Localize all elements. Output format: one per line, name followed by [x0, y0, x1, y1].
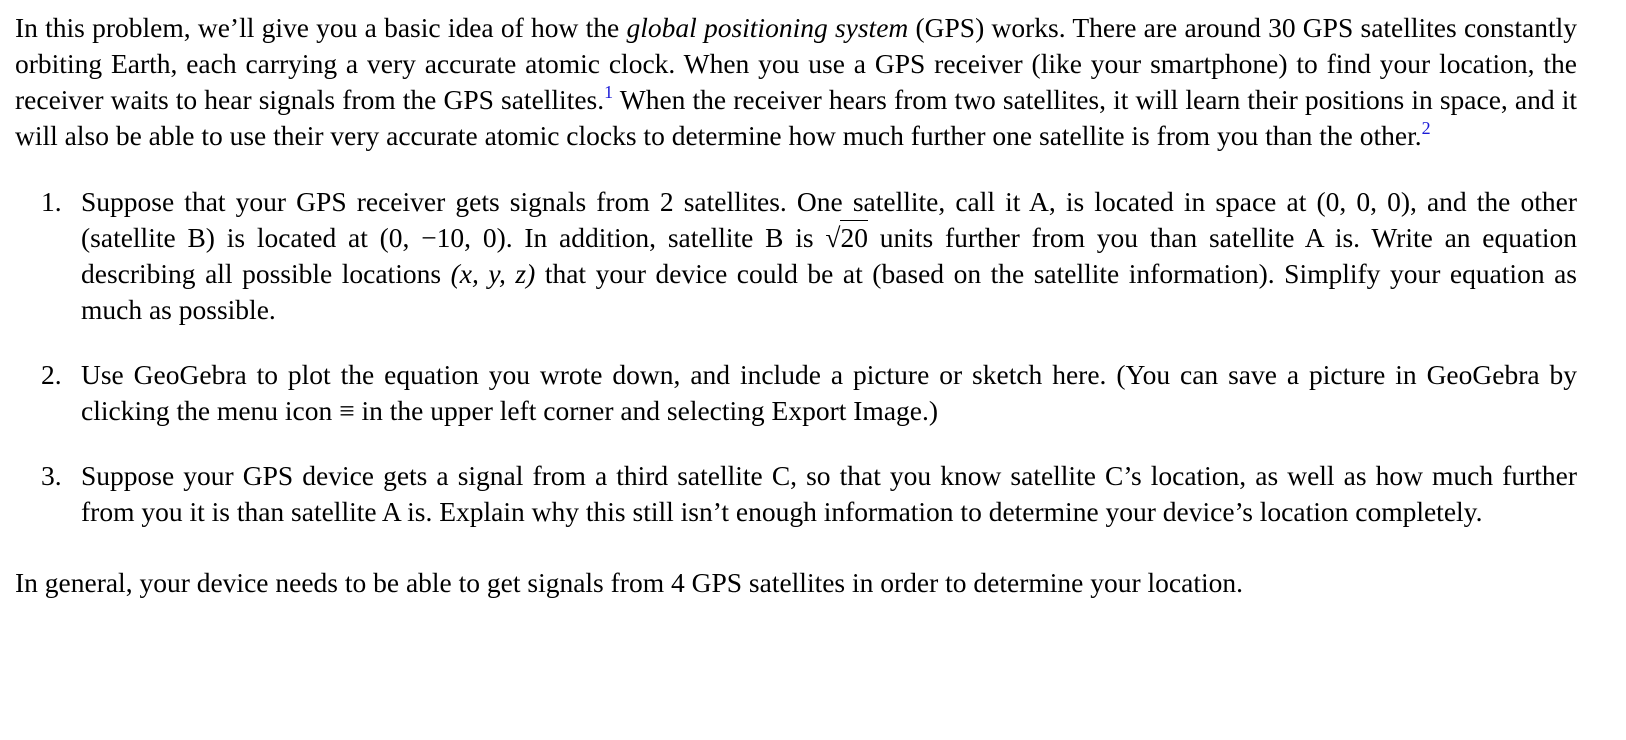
intro-term-gps: global positioning system — [626, 12, 909, 43]
sqrt-radicand: 20 — [840, 222, 868, 253]
problem-list — [15, 184, 1577, 530]
problem-number-1: 1. — [41, 186, 62, 217]
problem-1-text-part-2: units further from you than satellite A is. Write an equation describing all possible locations — [81, 222, 1578, 289]
problem-item-2 — [15, 357, 1577, 429]
footnote-marker-1[interactable]: 1 — [604, 82, 614, 103]
problem-1-text-part-3: that your device could be at (based on the satellite information). Simplify your equation as much as possible. — [81, 258, 1578, 325]
intro-paragraph — [15, 10, 1577, 154]
closing-paragraph: In general, your device needs to be able to get signals from 4 GPS satellites in order to determine your location. — [15, 567, 1243, 598]
problem-1-text-part-1: Suppose that your GPS receiver gets signals from 2 satellites. One satellite, call it A, is located in space at (0, 0, 0), and the other (satellite B) is located at (0, −10, 0). In addition, satellite B is — [81, 186, 1577, 253]
intro-text-3: When the receiver hears from two satellites, it will learn their positions in space, and it will also be able to use their very accurate atomic clocks to determine how much further one satellite is from you than the other. — [15, 84, 1577, 151]
problem-3-text: Suppose your GPS device gets a signal from a third satellite C, so that you know satellite C’s location, as well as how much further from you it is than satellite A is. Explain why this still isn’t enough information to determine your device’s location completely. — [81, 460, 1577, 527]
intro-text-2: (GPS) works. There are around 30 GPS satellites constantly orbiting Earth, each carrying a very accurate atomic clock. When you use a GPS receiver (like your smartphone) to find your location, the receiver waits to hear signals from the GPS satellites. — [15, 12, 1577, 115]
sqrt-symbol: √ — [825, 222, 841, 253]
problem-2-text: Use GeoGebra to plot the equation you wrote down, and include a picture or sketch here. (You can save a picture in GeoGebra by clicking the menu icon ≡ in the upper left corner and selecting Export Image.) — [81, 359, 1577, 426]
footnote-marker-2[interactable]: 2 — [1421, 118, 1431, 139]
problem-number-2: 2. — [41, 359, 62, 390]
document-page — [15, 10, 1577, 601]
problem-number-3: 3. — [41, 460, 62, 491]
problem-item-3 — [15, 458, 1577, 530]
coordinate-tuple: (x, y, z) — [450, 258, 536, 289]
problem-item-1 — [15, 184, 1577, 328]
sqrt-expression — [825, 220, 868, 253]
intro-text-1: In this problem, we’ll give you a basic idea of how the — [15, 12, 620, 43]
